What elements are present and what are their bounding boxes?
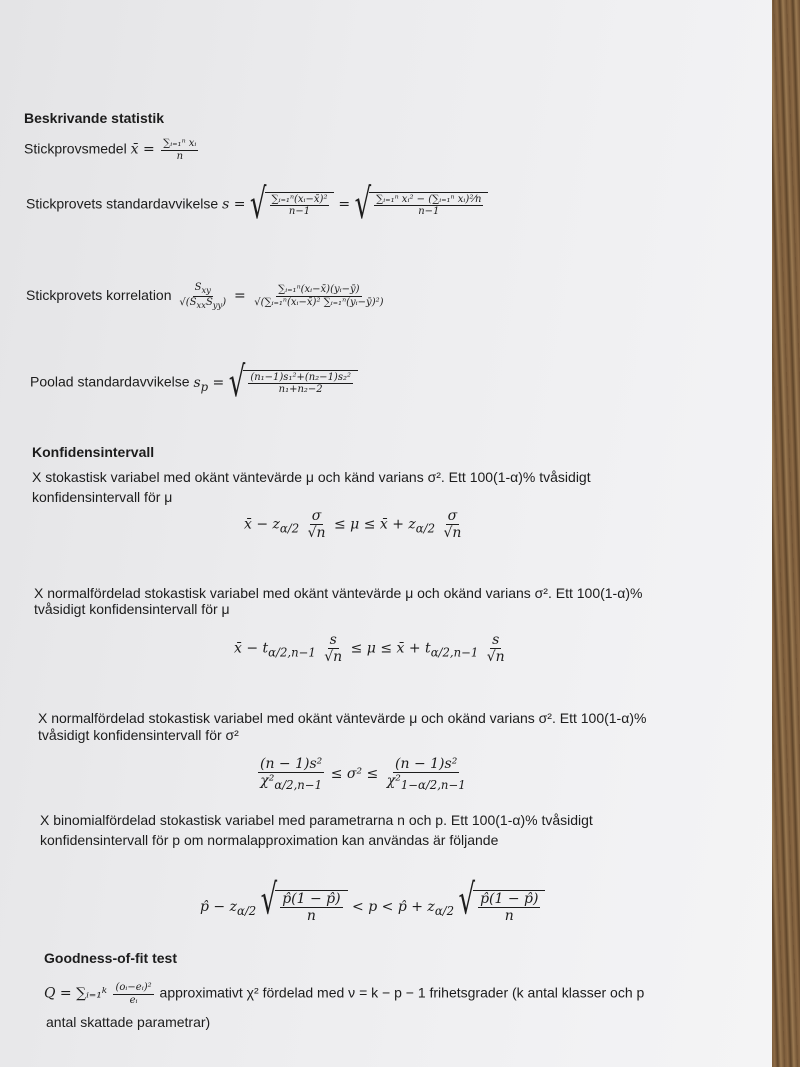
- goodness-of-fit-line-1: Q = ∑ᵢ₌₁ᵏ $\frac{\text{(oᵢ−eᵢ)²}}{\text{eᵢ}}$ approximativt χ² fördelad med ν = k − p − 1 frihetsgrader (k antal klasser och p: [44, 982, 645, 1006]
- wooden-background: [772, 0, 800, 1067]
- goodness-of-fit-line-1-text: approximativt χ² fördelad med ν = k − p − 1 frihetsgrader (k antal klasser och p: [159, 984, 645, 1001]
- formula-ci-mean-unknown-variance: x̄ − $t_{\alpha/2,n-1}$ $\frac{s}{√n}$ ≤ μ ≤ x̄ + $t_{\alpha/2,n-1}$ $\frac{s}{√n}$: [234, 632, 505, 666]
- formula-pooled-sd: Poolad standardavvikelse $s_p$ = √ $\frac{\text{(n₁−1)s₁²+(n₂−1)s₂²}}{\text{n₁+n₂−2}}$: [30, 370, 358, 396]
- paragraph-1-line-2: konfidensintervall för μ: [32, 489, 173, 505]
- sample-mean-label: Stickprovsmedel: [24, 140, 127, 157]
- paragraph-1-line-1: X stokastisk variabel med okänt väntevärde μ och känd varians σ². Ett 100(1-α)% tvåsidigt: [32, 469, 591, 485]
- paragraph-3-line-1: X normalfördelad stokastisk variabel med okänt väntevärde μ och okänd varians σ². Ett 100(1-α)%: [38, 710, 647, 726]
- section-title-goodness-of-fit: Goodness-of-fit test: [44, 950, 177, 966]
- pooled-sd-label: Poolad standardavvikelse: [30, 373, 190, 390]
- sample-sd-label: Stickprovets standardavvikelse: [26, 195, 219, 212]
- formula-ci-variance: $\frac{\text{(n − 1)s²}}{\chi^2_{\alpha/2,n-1}}$ ≤ σ² ≤ $\frac{\text{(n − 1)s²}}{\chi^2_{1-\alpha/2,n-1}}$: [260, 756, 466, 792]
- paragraph-3-line-2: tvåsidigt konfidensintervall för σ²: [38, 727, 239, 743]
- paragraph-2-line-2: tvåsidigt konfidensintervall för μ: [34, 601, 230, 617]
- formula-sample-sd: Stickprovets standardavvikelse s = √ $\frac{\text{∑ᵢ₌₁ⁿ(xᵢ−x̄)²}}{n-1}$ = √ $\frac{\text{∑ᵢ₌₁ⁿ xᵢ² − (∑ᵢ₌₁ⁿ xᵢ)²⁄n}}{n-1}$: [26, 192, 488, 218]
- sample-correlation-label: Stickprovets korrelation: [26, 286, 172, 303]
- section-title-descriptive: Beskrivande statistik: [24, 110, 165, 126]
- formula-sample-mean: Stickprovsmedel x̄ = $\frac{\text{∑ᵢ₌₁ⁿ xᵢ}}{n}$: [24, 138, 197, 162]
- section-title-confidence: Konfidensintervall: [32, 444, 155, 460]
- formula-ci-proportion: p̂ − $z_{\alpha/2}$ √ $\frac{p̂(1 - p̂)}{n}$ < p < p̂ + $z_{\alpha/2}$ √ $\frac{p̂(1 - p̂)}{n}$: [200, 890, 545, 924]
- paragraph-2-line-1: X normalfördelad stokastisk variabel med okänt väntevärde μ och okänd varians σ². Ett 100(1-α)%: [34, 585, 643, 601]
- goodness-of-fit-line-2: antal skattade parametrar): [46, 1014, 211, 1030]
- formula-ci-mean-known-variance: x̄ − $z_{\alpha/2}$ $\frac{\sigma}{√n}$ ≤ μ ≤ x̄ + $z_{\alpha/2}$ $\frac{\sigma}{√n}$: [244, 508, 462, 542]
- paragraph-4-line-1: X binomialfördelad stokastisk variabel med parametrarna n och p. Ett 100(1-α)% tvåsidigt: [40, 812, 593, 828]
- paragraph-4-line-2: konfidensintervall för p om normalapproximation kan användas är följande: [40, 832, 499, 848]
- formula-sample-correlation: Stickprovets korrelation $\frac{S_{xy}}{√(S_{xx}S_{yy})}$ = $\frac{\text{∑ᵢ₌₁ⁿ(xᵢ−x̄)(yᵢ−ȳ)}}{\text{√(∑ᵢ₌₁ⁿ(xᵢ−x̄)² ∑ᵢ₌₁ⁿ(yᵢ−ȳ)²)}}$: [26, 282, 384, 310]
